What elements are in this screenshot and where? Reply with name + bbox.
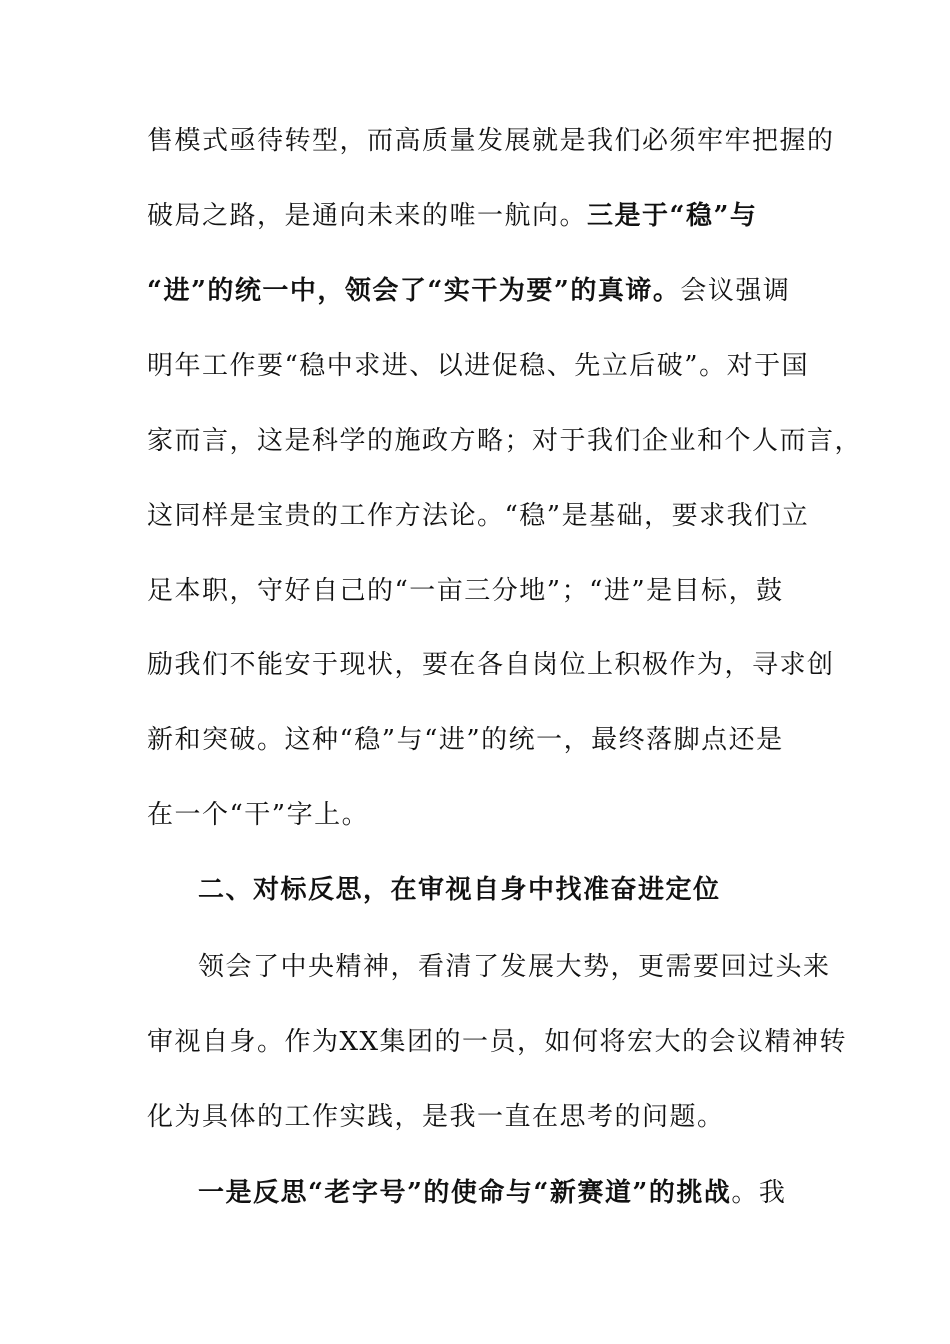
paragraph-line [147, 795, 807, 835]
text-run: 会议强调 [680, 276, 791, 306]
text-run: 破局之路，是通向未来的唯一航向。 [147, 201, 588, 231]
text-run: 明年工作要“稳中求进、以进促稳、先立后破”。对于国 [147, 351, 810, 381]
paragraph-line: 化为具体的工作实践，是我一直在思考的问题。 [147, 1102, 725, 1132]
bold-text-run: 一是反思“老字号”的使命与“新赛道”的挑战 [198, 1178, 732, 1208]
paragraph-line [147, 496, 810, 536]
text-run: 售模式亟待转型，而高质量发展就是我们必须牢牢把握的 [147, 126, 835, 156]
paragraph-line [147, 645, 835, 685]
paragraph-line [198, 1173, 808, 1213]
paragraph-line [147, 571, 807, 611]
text-run: 这同样是宝贵的工作方法论。“稳”是基础，要求我们立 [147, 501, 810, 531]
paragraph-line [147, 271, 807, 311]
text-run: 新和突破。这种“稳”与“进”的统一，最终落脚点还是 [147, 725, 784, 755]
section-heading: 二、对标反思，在审视自身中找准奋进定位 [198, 875, 721, 905]
text-run: 励我们不能安于现状，要在各自岗位上积极作为，寻求创 [147, 650, 835, 680]
paragraph-line [147, 720, 807, 760]
bold-text-run: “进”的统一中，领会了“实干为要”的真谛。 [147, 276, 681, 306]
text-run: 足本职，守好自己的“一亩三分地”；“进”是目标，鼓 [147, 576, 784, 606]
paragraph-line [147, 196, 807, 236]
text-run: 家而言，这是科学的施政方略；对于我们企业和个人而言， [147, 426, 863, 456]
paragraph-line [147, 121, 835, 161]
text-run: 在一个“干”字上。 [147, 800, 370, 830]
text-run: 。我 [731, 1178, 787, 1208]
paragraph-line [147, 421, 863, 461]
paragraph-line [147, 346, 810, 386]
paragraph-line: 审视自身。作为XX集团的一员，如何将宏大的会议精神转 [147, 1027, 848, 1057]
bold-text-run: 三是于“稳”与 [587, 201, 758, 231]
paragraph-line: 领会了中央精神，看清了发展大势，更需要回过头来 [198, 952, 831, 982]
